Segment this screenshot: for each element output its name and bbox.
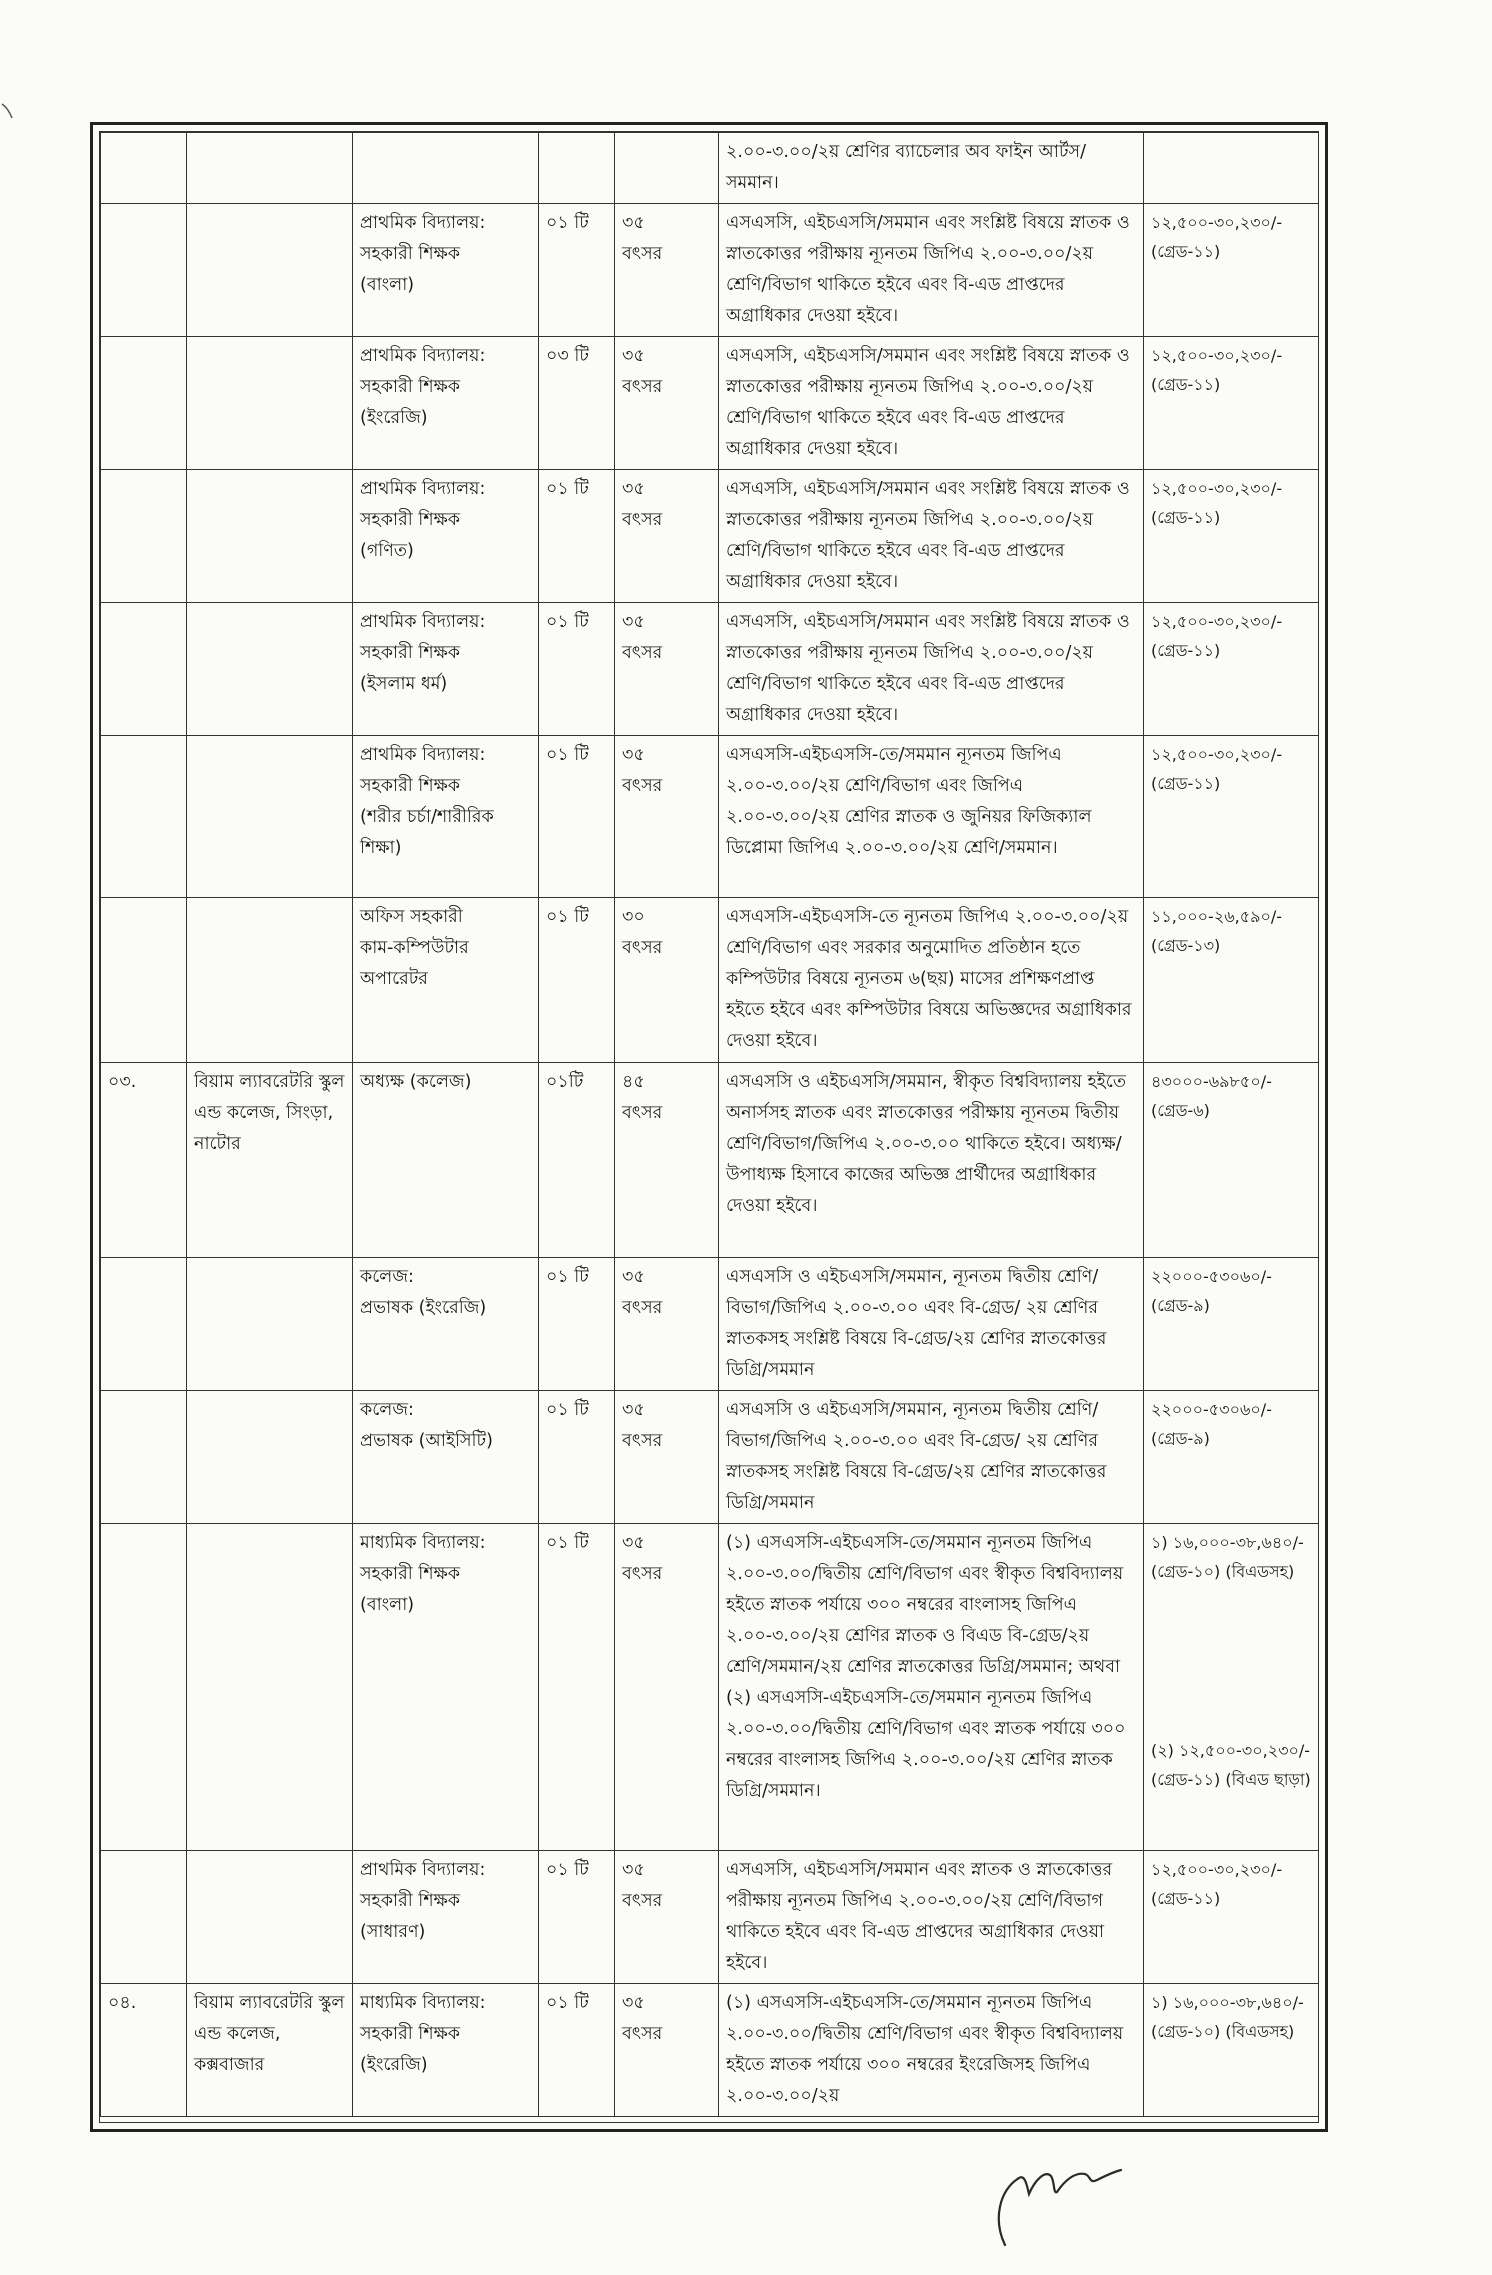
post-cell (353, 337, 539, 470)
qualification-cell-text: এসএসসি ও এইচএসসি/সমমান, ন্যূনতম দ্বিতীয় শ্রেণি/বিভাগ/জিপিএ ২.০০-৩.০০ এবং বি-গ্রেড/ ২য় শ্রেণির স্নাতকসহ সংশ্লিষ্ট বিষয়ে বি-গ্রেড/২য় শ্রেণির স্নাতকোত্তর ডিগ্রি/সমমান (726, 1400, 1107, 1513)
institution-cell (187, 736, 353, 898)
post-cell (353, 603, 539, 736)
post-cell (353, 1524, 539, 1851)
institution-cell (187, 603, 353, 736)
salary-cell-text: ২২০০০-৫৩০৬০/- (গ্রেড-৯) (1151, 1267, 1272, 1315)
qualification-cell (719, 898, 1144, 1063)
salary-cell-text: ১২,৫০০-৩০,২৩০/- (গ্রেড-১১) (1151, 479, 1283, 527)
serial-cell (101, 736, 187, 898)
post-cell-text: মাধ্যমিক বিদ্যালয়: সহকারী শিক্ষক (বাংলা) (360, 1533, 486, 1615)
post-cell-text: প্রাথমিক বিদ্যালয়: সহকারী শিক্ষক (শরীর চর্চা/শারীরিক শিক্ষা) (360, 745, 494, 858)
salary-cell (1144, 1524, 1320, 1851)
post-count-cell-text: ০১ টি (546, 745, 589, 765)
table-row (101, 736, 1320, 898)
age-limit-cell-text: ৩৫ বৎসর (622, 213, 663, 264)
post-count-cell (539, 1391, 615, 1524)
post-cell (353, 204, 539, 337)
age-limit-cell (615, 898, 719, 1063)
table-row (101, 1391, 1320, 1524)
age-limit-cell (615, 1063, 719, 1258)
age-limit-cell-text: ৩০ বৎসর (622, 907, 663, 958)
post-count-cell (539, 1851, 615, 1984)
age-limit-cell-text: ৩৫ বৎসর (622, 612, 663, 663)
post-cell (353, 736, 539, 898)
vacancy-table-body (101, 133, 1320, 2117)
table-row (101, 1984, 1320, 2117)
age-limit-cell (615, 337, 719, 470)
qualification-cell (719, 133, 1144, 204)
qualification-cell-text: (১) এসএসসি-এইচএসসি-তে/সমমান ন্যূনতম জিপিএ ২.০০-৩.০০/দ্বিতীয় শ্রেণি/বিভাগ এবং স্বীকৃত বিশ্ববিদ্যালয় হইতে স্নাতক পর্যায়ে ৩০০ নম্বরের ইংরেজিসহ জিপিএ ২.০০-৩.০০/২য় (726, 1993, 1124, 2106)
post-count-cell (539, 337, 615, 470)
qualification-cell-text: এসএসসি, এইচএসসি/সমমান এবং সংশ্লিষ্ট বিষয়ে স্নাতক ও স্নাতকোত্তর পরীক্ষায় ন্যূনতম জিপিএ ২.০০-৩.০০/২য় শ্রেণি/বিভাগ থাকিতে হইবে এবং বি-এড প্রাপ্তদের অগ্রাধিকার দেওয়া হইবে। (726, 213, 1130, 326)
age-limit-cell (615, 603, 719, 736)
age-limit-cell (615, 470, 719, 603)
salary-cell-text: ৪৩০০০-৬৯৮৫০/- (গ্রেড-৬) (1151, 1072, 1272, 1120)
post-cell-text: প্রাথমিক বিদ্যালয়: সহকারী শিক্ষক (বাংলা) (360, 213, 486, 295)
salary-cell (1144, 1391, 1320, 1524)
age-limit-cell (615, 1524, 719, 1851)
age-limit-cell-text: ৩৫ বৎসর (622, 479, 663, 530)
post-cell-text: অফিস সহকারী কাম-কম্পিউটার অপারেটর (360, 907, 469, 989)
qualification-cell (719, 736, 1144, 898)
post-cell-text: কলেজ: প্রভাষক (ইংরেজি) (360, 1267, 487, 1318)
post-count-cell-text: ০১ টি (546, 1400, 589, 1420)
post-count-cell (539, 204, 615, 337)
age-limit-cell (615, 204, 719, 337)
salary-cell (1144, 337, 1320, 470)
institution-cell (187, 1063, 353, 1258)
scan-edge-mark (0, 0, 20, 130)
salary-cell (1144, 1063, 1320, 1258)
institution-cell (187, 204, 353, 337)
serial-cell (101, 133, 187, 204)
qualification-cell-text: এসএসসি ও এইচএসসি/সমমান, স্বীকৃত বিশ্ববিদ্যালয় হইতে অনার্সসহ স্নাতক এবং স্নাতকোত্তর পরীক্ষায় ন্যূনতম দ্বিতীয় শ্রেণি/বিভাগ/জিপিএ ২.০০-৩.০০ থাকিতে হইবে। অধ্যক্ষ/উপাধ্যক্ষ হিসাবে কাজের অভিজ্ঞ প্রার্থীদের অগ্রাধিকার দেওয়া হইবে। (726, 1072, 1126, 1216)
serial-cell (101, 603, 187, 736)
salary-cell (1144, 898, 1320, 1063)
qualification-cell-text: এসএসসি, এইচএসসি/সমমান এবং সংশ্লিষ্ট বিষয়ে স্নাতক ও স্নাতকোত্তর পরীক্ষায় ন্যূনতম জিপিএ ২.০০-৩.০০/২য় শ্রেণি/বিভাগ থাকিতে হইবে এবং বি-এড প্রাপ্তদের অগ্রাধিকার দেওয়া হইবে। (726, 612, 1130, 725)
qualification-cell (719, 1851, 1144, 1984)
institution-cell (187, 1524, 353, 1851)
age-limit-cell-text: ৪৫ বৎসর (622, 1072, 663, 1123)
post-cell-text: অধ্যক্ষ (কলেজ) (360, 1072, 472, 1092)
age-limit-cell (615, 736, 719, 898)
qualification-cell (719, 337, 1144, 470)
salary-cell-text: ১২,৫০০-৩০,২৩০/- (গ্রেড-১১) (1151, 1860, 1283, 1908)
post-count-cell-text: ০১ টি (546, 1533, 589, 1553)
qualification-cell-text: এসএসসি-এইচএসসি-তে/সমমান ন্যূনতম জিপিএ ২.০০-৩.০০/২য় শ্রেণি/বিভাগ এবং জিপিএ ২.০০-৩.০০/২য় শ্রেণির স্নাতক ও জুনিয়র ফিজিক্যাল ডিপ্লোমা জিপিএ ২.০০-৩.০০/২য় শ্রেণি/সমমান। (726, 745, 1092, 858)
post-count-cell (539, 470, 615, 603)
salary-cell-text: ১২,৫০০-৩০,২৩০/- (গ্রেড-১১) (1151, 213, 1283, 261)
post-count-cell (539, 898, 615, 1063)
qualification-cell (719, 1391, 1144, 1524)
table-row (101, 337, 1320, 470)
post-count-cell (539, 603, 615, 736)
table-row (101, 1851, 1320, 1984)
institution-cell (187, 1391, 353, 1524)
post-count-cell (539, 1984, 615, 2117)
qualification-cell (719, 204, 1144, 337)
institution-cell (187, 1984, 353, 2117)
post-count-cell-text: ০১ টি (546, 612, 589, 632)
qualification-cell (719, 1258, 1144, 1391)
signature-mark (985, 2150, 1125, 2250)
salary-cell-text: ১২,৫০০-৩০,২৩০/- (গ্রেড-১১) (1151, 346, 1283, 394)
post-cell-text: প্রাথমিক বিদ্যালয়: সহকারী শিক্ষক (গণিত) (360, 479, 486, 561)
serial-cell (101, 1524, 187, 1851)
table-frame (90, 122, 1328, 2132)
post-count-cell (539, 133, 615, 204)
qualification-cell-text: এসএসসি-এইচএসসি-তে ন্যূনতম জিপিএ ২.০০-৩.০০/২য় শ্রেণি/বিভাগ এবং সরকার অনুমোদিত প্রতিষ্ঠান হতে কম্পিউটার বিষয়ে ন্যূনতম ৬(ছয়) মাসের প্রশিক্ষণপ্রাপ্ত হইতে হইবে এবং কম্পিউটার বিষয়ে অভিজ্ঞদের অগ্রাধিকার দেওয়া হইবে। (726, 907, 1132, 1051)
post-count-cell-text: ০১ টি (546, 213, 589, 233)
post-cell-text: প্রাথমিক বিদ্যালয়: সহকারী শিক্ষক (ইসলাম ধর্ম) (360, 612, 486, 694)
table-row (101, 603, 1320, 736)
institution-cell (187, 1851, 353, 1984)
age-limit-cell-text: ৩৫ বৎসর (622, 1267, 663, 1318)
post-cell (353, 1063, 539, 1258)
qualification-cell-text: এসএসসি, এইচএসসি/সমমান এবং স্নাতক ও স্নাতকোত্তর পরীক্ষায় ন্যূনতম জিপিএ ২.০০-৩.০০/২য় শ্রেণি/বিভাগ থাকিতে হইবে এবং বি-এড প্রাপ্তদের অগ্রাধিকার দেওয়া হইবে। (726, 1860, 1113, 1973)
post-cell (353, 898, 539, 1063)
age-limit-cell-text: ৩৫ বৎসর (622, 745, 663, 796)
post-count-cell-text: ০১টি (546, 1072, 584, 1092)
post-cell-text: প্রাথমিক বিদ্যালয়: সহকারী শিক্ষক (সাধারণ) (360, 1860, 486, 1942)
qualification-cell-text: (১) এসএসসি-এইচএসসি-তে/সমমান ন্যূনতম জিপিএ ২.০০-৩.০০/দ্বিতীয় শ্রেণি/বিভাগ এবং স্বীকৃত বিশ্ববিদ্যালয় হইতে স্নাতক পর্যায়ে ৩০০ নম্বরের বাংলাসহ জিপিএ ২.০০-৩.০০/২য় শ্রেণির স্নাতক ও বিএড বি-গ্রেড/২য় শ্রেণি/সমমান/২য় শ্রেণির স্নাতকোত্তর ডিগ্রি/সমমান; অথবা (২) এসএসসি-এইচএসসি-তে/সমমান ন্যূনতম জিপিএ ২.০০-৩.০০/দ্বিতীয় শ্রেণি/বিভাগ এবং স্নাতক পর্যায়ে ৩০০ নম্বরের বাংলাসহ জিপিএ ২.০০-৩.০০/২য় শ্রেণির স্নাতক ডিগ্রি/সমমান। (726, 1533, 1126, 1801)
institution-cell (187, 898, 353, 1063)
serial-cell (101, 898, 187, 1063)
salary-cell-text: ১১,০০০-২৬,৫৯০/- (গ্রেড-১৩) (1151, 907, 1283, 955)
table-frame-inner (99, 131, 1319, 2123)
post-cell (353, 1851, 539, 1984)
serial-cell (101, 204, 187, 337)
institution-cell (187, 1258, 353, 1391)
age-limit-cell (615, 133, 719, 204)
table-row (101, 1063, 1320, 1258)
table-row (101, 1258, 1320, 1391)
post-count-cell (539, 1524, 615, 1851)
age-limit-cell-text: ৩৫ বৎসর (622, 1993, 663, 2044)
post-cell (353, 1391, 539, 1524)
post-count-cell-text: ০৩ টি (546, 346, 589, 366)
post-cell-text: কলেজ: প্রভাষক (আইসিটি) (360, 1400, 493, 1451)
salary-cell (1144, 1984, 1320, 2117)
institution-cell (187, 133, 353, 204)
post-count-cell-text: ০১ টি (546, 1993, 589, 2013)
salary-cell-text: ১২,৫০০-৩০,২৩০/- (গ্রেড-১১) (1151, 745, 1283, 793)
qualification-cell-text: ২.০০-৩.০০/২য় শ্রেণির ব্যাচেলার অব ফাইন আর্টস/সমমান। (726, 142, 1086, 193)
table-row (101, 470, 1320, 603)
qualification-cell-text: এসএসসি, এইচএসসি/সমমান এবং সংশ্লিষ্ট বিষয়ে স্নাতক ও স্নাতকোত্তর পরীক্ষায় ন্যূনতম জিপিএ ২.০০-৩.০০/২য় শ্রেণি/বিভাগ থাকিতে হইবে এবং বি-এড প্রাপ্তদের অগ্রাধিকার দেওয়া হইবে। (726, 479, 1130, 592)
post-count-cell (539, 1063, 615, 1258)
salary-cell (1144, 1258, 1320, 1391)
salary-cell-text-alt: (২) ১২,৫০০-৩০,২৩০/- (গ্রেড-১১) (বিএড ছাড়া) (1151, 1741, 1311, 1789)
salary-cell-text: ১) ১৬,০০০-৩৮,৬৪০/- (গ্রেড-১০) (বিএডসহ) (1151, 1993, 1304, 2041)
post-count-cell (539, 1258, 615, 1391)
serial-cell-text: ০৩. (108, 1072, 137, 1092)
post-count-cell-text: ০১ টি (546, 479, 589, 499)
qualification-cell (719, 603, 1144, 736)
age-limit-cell-text: ৩৫ বৎসর (622, 1400, 663, 1451)
age-limit-cell-text: ৩৫ বৎসর (622, 1860, 663, 1911)
age-limit-cell (615, 1391, 719, 1524)
serial-cell (101, 1984, 187, 2117)
post-cell-text: মাধ্যমিক বিদ্যালয়: সহকারী শিক্ষক (ইংরেজি) (360, 1993, 486, 2075)
qualification-cell-text: এসএসসি ও এইচএসসি/সমমান, ন্যূনতম দ্বিতীয় শ্রেণি/বিভাগ/জিপিএ ২.০০-৩.০০ এবং বি-গ্রেড/ ২য় শ্রেণির স্নাতকসহ সংশ্লিষ্ট বিষয়ে বি-গ্রেড/২য় শ্রেণির স্নাতকোত্তর ডিগ্রি/সমমান (726, 1267, 1107, 1380)
vacancy-table (100, 132, 1319, 2117)
age-limit-cell (615, 1984, 719, 2117)
salary-cell (1144, 133, 1320, 204)
qualification-cell (719, 1984, 1144, 2117)
salary-cell-text: ১২,৫০০-৩০,২৩০/- (গ্রেড-১১) (1151, 612, 1283, 660)
table-row (101, 204, 1320, 337)
post-cell (353, 1258, 539, 1391)
salary-cell (1144, 736, 1320, 898)
salary-cell-text: ২২০০০-৫৩০৬০/- (গ্রেড-৯) (1151, 1400, 1272, 1448)
post-count-cell-text: ০১ টি (546, 1860, 589, 1880)
serial-cell-text: ০৪. (108, 1993, 137, 2013)
qualification-cell (719, 1524, 1144, 1851)
post-count-cell-text: ০১ টি (546, 1267, 589, 1287)
post-count-cell (539, 736, 615, 898)
table-row (101, 1524, 1320, 1851)
table-row (101, 898, 1320, 1063)
post-cell (353, 470, 539, 603)
serial-cell (101, 470, 187, 603)
serial-cell (101, 337, 187, 470)
institution-cell-text: বিয়াম ল্যাবরেটরি স্কুল এন্ড কলেজ, কক্সবাজার (194, 1993, 345, 2075)
salary-cell (1144, 204, 1320, 337)
salary-cell (1144, 470, 1320, 603)
post-cell (353, 133, 539, 204)
post-cell-text: প্রাথমিক বিদ্যালয়: সহকারী শিক্ষক (ইংরেজি) (360, 346, 486, 428)
age-limit-cell-text: ৩৫ বৎসর (622, 1533, 663, 1584)
serial-cell (101, 1851, 187, 1984)
qualification-cell (719, 470, 1144, 603)
qualification-cell-text: এসএসসি, এইচএসসি/সমমান এবং সংশ্লিষ্ট বিষয়ে স্নাতক ও স্নাতকোত্তর পরীক্ষায় ন্যূনতম জিপিএ ২.০০-৩.০০/২য় শ্রেণি/বিভাগ থাকিতে হইবে এবং বি-এড প্রাপ্তদের অগ্রাধিকার দেওয়া হইবে। (726, 346, 1130, 459)
salary-cell (1144, 603, 1320, 736)
serial-cell (101, 1391, 187, 1524)
serial-cell (101, 1258, 187, 1391)
salary-cell-text: ১) ১৬,০০০-৩৮,৬৪০/- (গ্রেড-১০) (বিএডসহ) (1151, 1533, 1304, 1581)
qualification-cell (719, 1063, 1144, 1258)
salary-cell (1144, 1851, 1320, 1984)
table-row (101, 133, 1320, 204)
age-limit-cell-text: ৩৫ বৎসর (622, 346, 663, 397)
post-count-cell-text: ০১ টি (546, 907, 589, 927)
institution-cell (187, 337, 353, 470)
post-cell (353, 1984, 539, 2117)
institution-cell (187, 470, 353, 603)
age-limit-cell (615, 1851, 719, 1984)
institution-cell-text: বিয়াম ল্যাবরেটরি স্কুল এন্ড কলেজ, সিংড়া, নাটোর (194, 1072, 345, 1154)
age-limit-cell (615, 1258, 719, 1391)
serial-cell (101, 1063, 187, 1258)
